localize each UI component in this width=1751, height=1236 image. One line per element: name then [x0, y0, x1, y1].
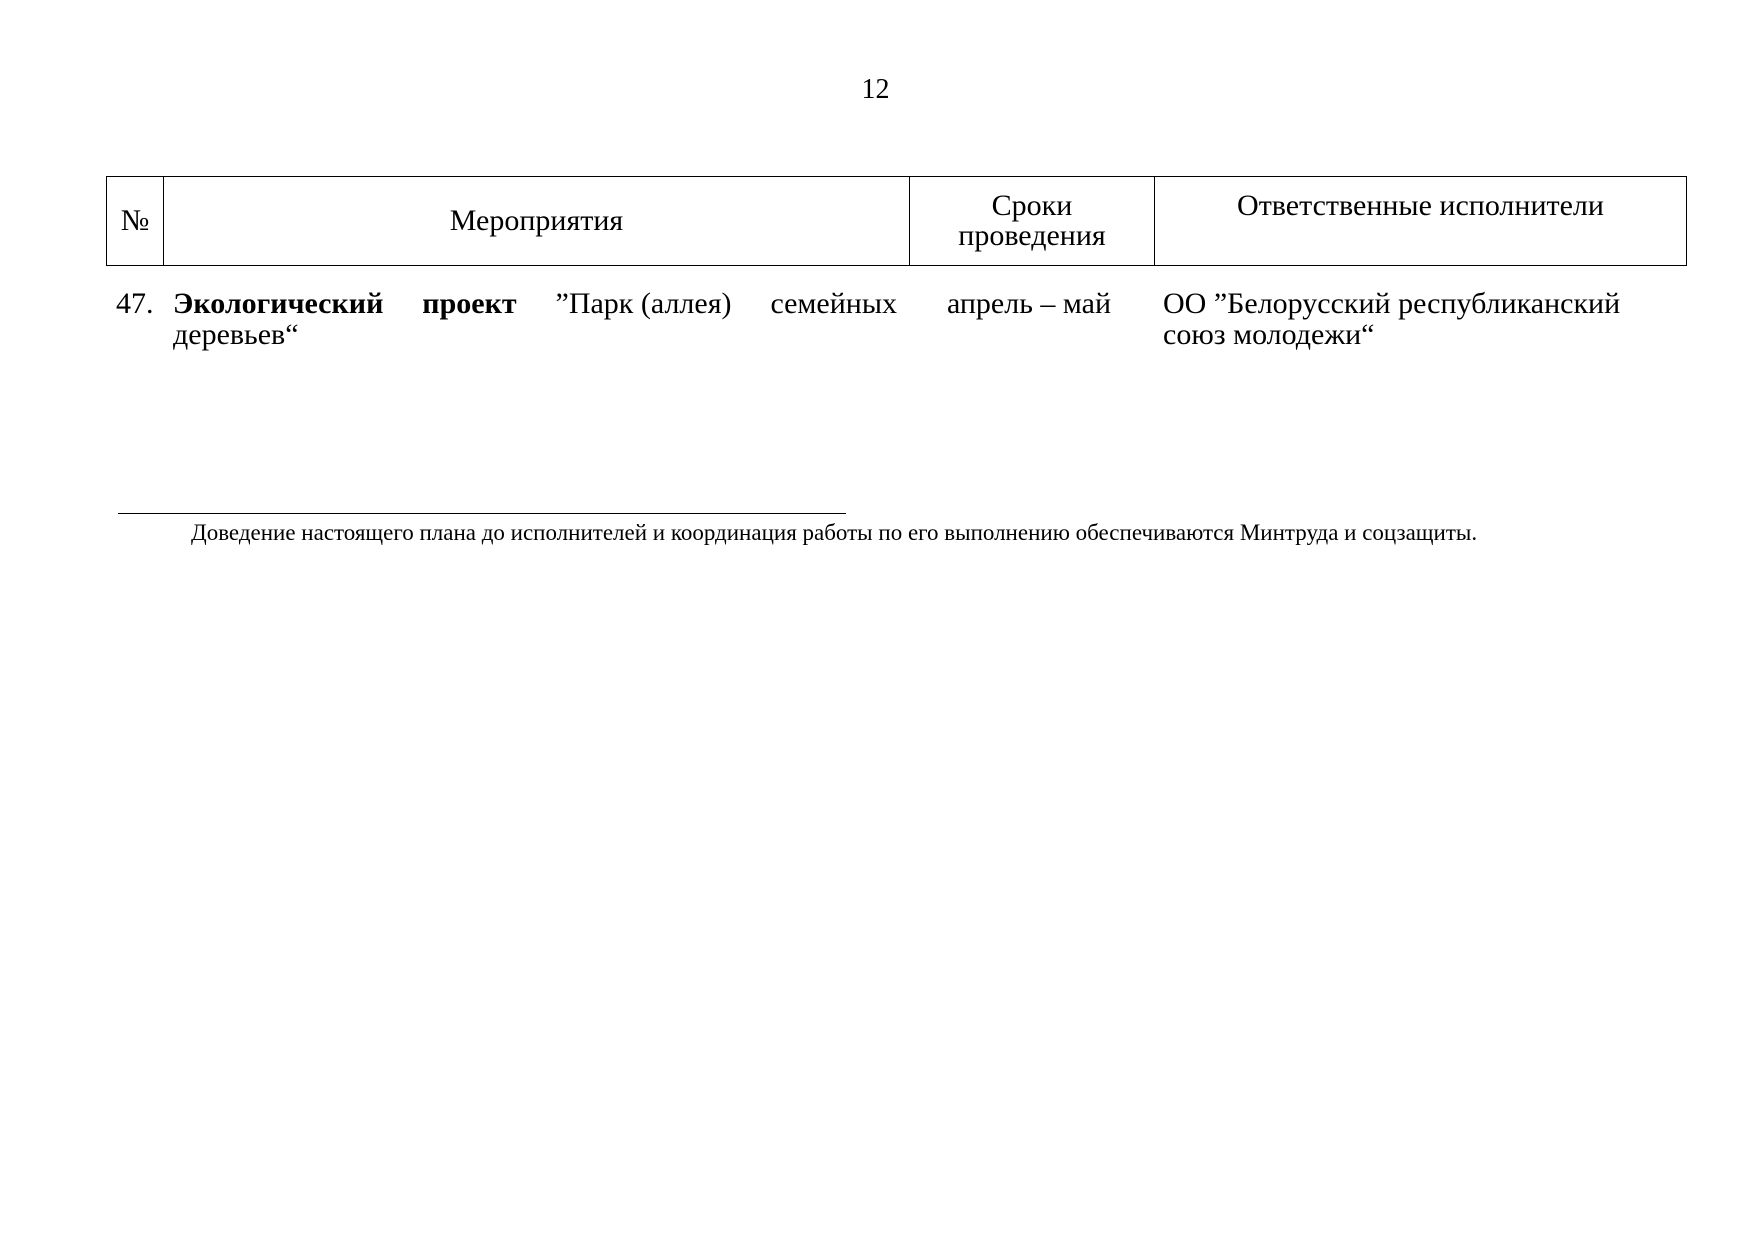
page-number: 12 [861, 74, 890, 105]
footnote-rule [118, 513, 846, 514]
row-event-line1 [173, 288, 897, 319]
header-dates [910, 177, 1155, 266]
row-event-word2: проект [422, 287, 517, 320]
row-event [173, 288, 897, 350]
row-event-line2: деревьев“ [173, 318, 299, 351]
row-number: 47. [116, 287, 154, 320]
header-event: Мероприятия [164, 177, 910, 266]
row-event-word1: Экологический [173, 287, 384, 320]
row-event-word4: семейных [770, 287, 897, 320]
header-dates-line1: Сроки [991, 189, 1073, 222]
row-event-word3: ”Парк (аллея) [555, 287, 732, 320]
header-responsible: Ответственные исполнители [1155, 177, 1687, 266]
header-dates-line2: проведения [958, 219, 1106, 252]
footnote-text: Доведение настоящего плана до исполнителей и координация работы по его выполнению обеспечиваются Минтруда и соцзащиты. [191, 520, 1478, 545]
row-responsible-line1: ОО ”Белорусский республиканский [1163, 287, 1621, 320]
row-responsible [1163, 288, 1683, 350]
table-header-row [107, 177, 1687, 266]
row-dates: апрель – май [946, 287, 1112, 320]
row-responsible-line2: союз молодежи“ [1163, 318, 1375, 351]
table-header [106, 176, 1687, 266]
header-number: № [107, 177, 164, 266]
